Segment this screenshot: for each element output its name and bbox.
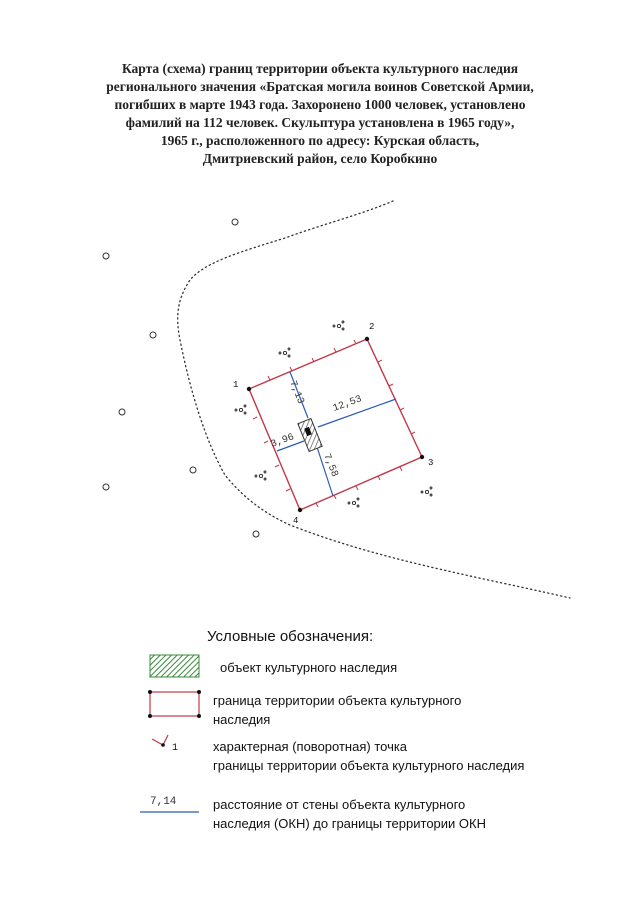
legend-boundary-text: граница территории объекта культурного наследия [213,693,462,727]
legend-turning-point-label: 1 [172,743,179,754]
title-line: Карта (схема) границ территории объекта культурного наследия [121,61,519,76]
tree-icon [119,409,125,415]
legend-title: Условные обозначения: [207,628,374,645]
tree-icon [232,219,238,225]
turning-point-1 [247,387,251,391]
territory-boundary [249,339,422,510]
title-line: регионального значения «Братская могила воинов Советской Армии, [106,79,534,94]
shrub-icon [255,471,266,480]
legend-distance-symbol [140,796,199,812]
turning-points [247,337,424,512]
tree-icon [103,484,109,490]
shrub-icon [421,487,432,496]
legend-turning-point-symbol [152,735,178,754]
turning-point-4 [298,508,302,512]
shrub-icon [279,348,290,357]
legend-heritage-text: объект культурного наследия [220,660,398,675]
title-line: 1965 г., расположенного по адресу: Курская область, [160,133,480,148]
turning-point-2 [365,337,369,341]
heritage-object [298,418,322,451]
distance-label: 7,13 [286,379,306,406]
point-label-2: 2 [369,322,375,332]
title-line: Дмитриевский район, село Коробкино [202,151,438,166]
point-label-1: 1 [233,380,239,390]
legend-boundary-symbol [148,690,201,718]
distance-label: 7,58 [320,452,340,479]
point-label-4: 4 [293,516,299,526]
title-line: фамилий на 112 человек. Скульптура установлена в 1965 году», [125,115,515,130]
tree-markers [103,219,259,537]
point-label-3: 3 [428,458,434,468]
tree-icon [150,332,156,338]
tree-icon [103,253,109,259]
legend-distance-example: 7,14 [150,796,177,808]
legend-heritage-swatch [150,655,199,677]
tree-icon [253,531,259,537]
legend-turning-point-text: характерная (поворотная) точка границы территории объекта культурного наследия [213,739,525,773]
shrub-icon [235,405,246,414]
road-edge [178,201,570,598]
distance-label: 3,96 [269,432,296,451]
shrub-icon [348,498,359,507]
shrub-icon [333,321,344,330]
turning-point-3 [420,455,424,459]
tree-icon [190,467,196,473]
title-line: погибших в марте 1943 года. Захоронено 1000 человек, установлено [114,97,526,112]
legend-distance-text: расстояние от стены объекта культурного наследия (ОКН) до границы территории ОКН [213,797,486,831]
distance-label: 12,53 [331,394,364,415]
boundary-ticks [253,340,415,507]
